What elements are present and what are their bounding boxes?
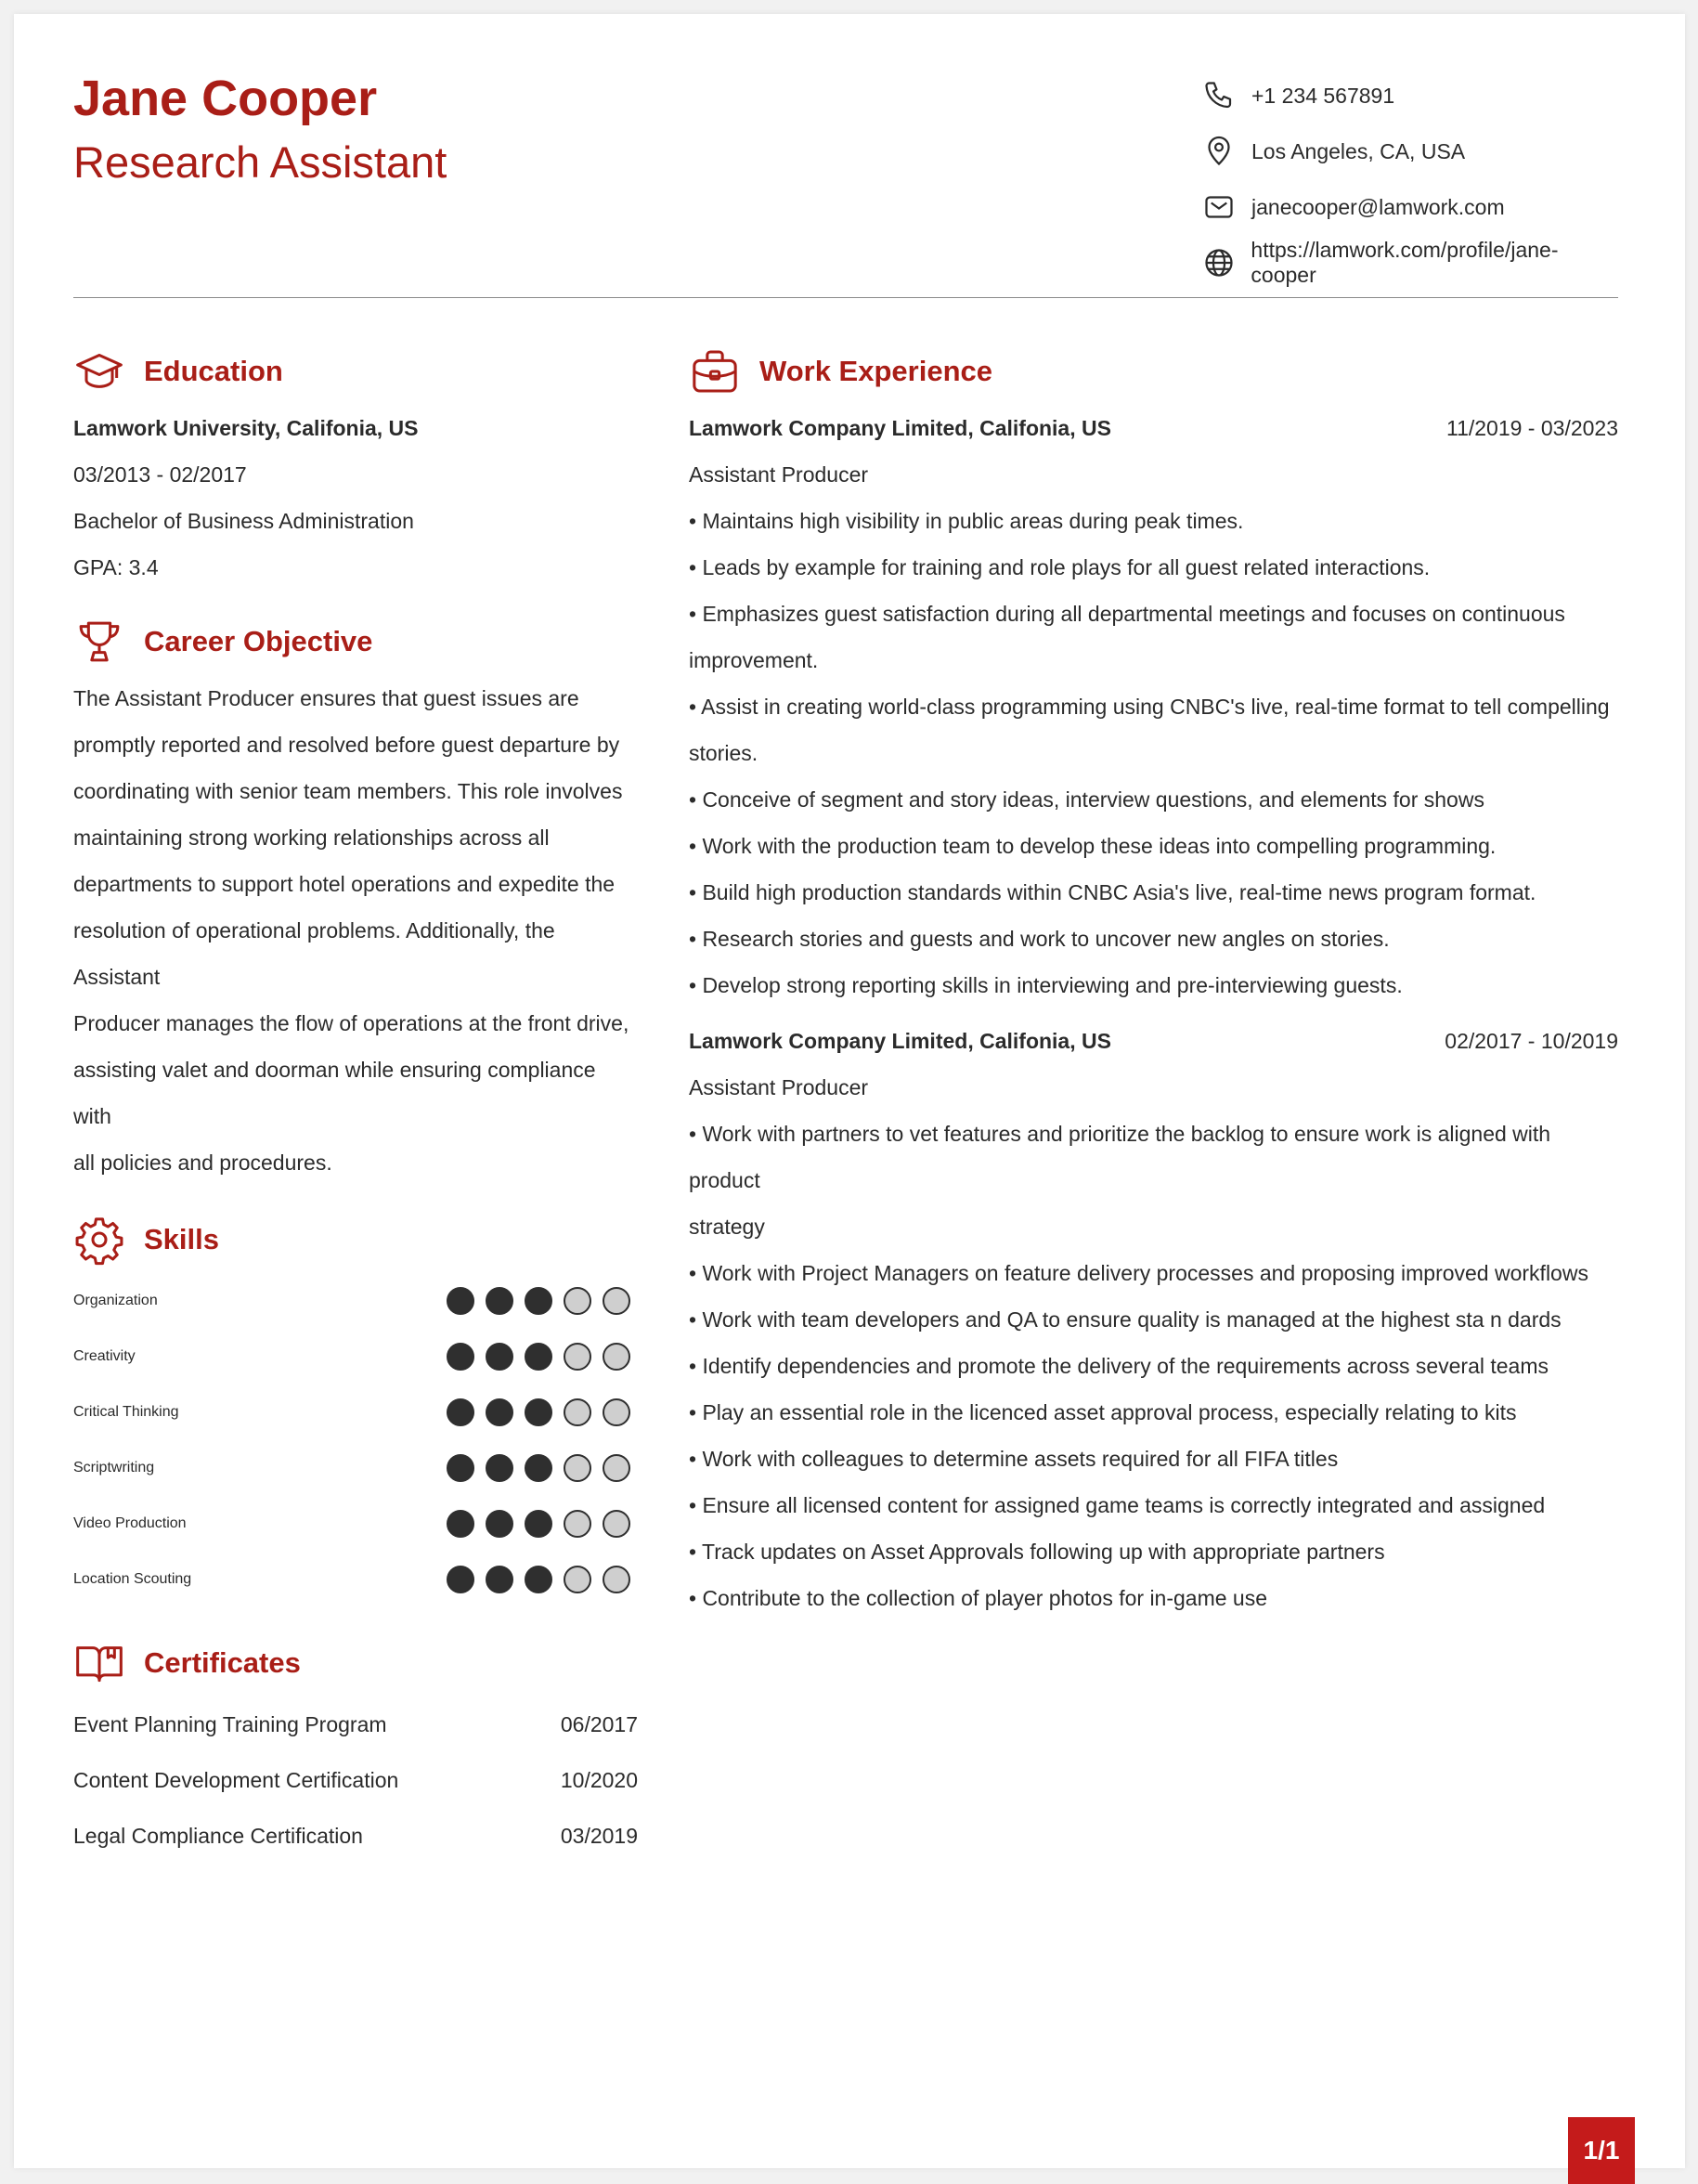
education-section	[73, 344, 649, 591]
education-gpa: GPA: 3.4	[73, 555, 159, 579]
skill-name: Critical Thinking	[73, 1404, 179, 1420]
skill-rating	[447, 1287, 630, 1315]
objective-title: Career Objective	[144, 625, 373, 657]
objective-line: maintaining strong working relationships across all	[73, 826, 550, 850]
certificate-name: Legal Compliance Certification	[73, 1823, 363, 1848]
rating-dot-empty	[603, 1566, 630, 1593]
job-position: Assistant Producer	[689, 1075, 869, 1099]
work-title: Work Experience	[759, 355, 992, 387]
job-header	[689, 1018, 1618, 1064]
job-bullet: • Maintains high visibility in public areas during peak times.	[689, 509, 1244, 533]
skill-name: Video Production	[73, 1515, 187, 1531]
certificate-name: Event Planning Training Program	[73, 1711, 387, 1736]
rating-dot-empty	[564, 1510, 591, 1538]
education-school: Lamwork University, Califonia, US	[73, 416, 419, 440]
rating-dot-filled	[525, 1454, 552, 1482]
gear-icon	[73, 1212, 129, 1268]
job-dates: 02/2017 - 10/2019	[1445, 1029, 1618, 1053]
rating-dot-filled	[486, 1343, 513, 1371]
rating-dot-filled	[525, 1343, 552, 1371]
certificate-date: 06/2017	[560, 1711, 638, 1736]
globe-icon	[1200, 244, 1237, 281]
resume-header	[73, 68, 1618, 295]
candidate-name: Jane Cooper	[73, 71, 378, 126]
certificates-title: Certificates	[144, 1646, 301, 1679]
rating-dot-empty	[564, 1343, 591, 1371]
job-bullet: • Track updates on Asset Approvals following up with appropriate partners	[689, 1540, 1385, 1564]
objective-line: resolution of operational problems. Additionally, the Assistant	[73, 918, 555, 989]
contact-website[interactable]	[1200, 235, 1618, 291]
certificate-row	[73, 1808, 638, 1864]
education-dates: 03/2013 - 02/2017	[73, 462, 247, 487]
rating-dot-filled	[525, 1510, 552, 1538]
skill-name: Creativity	[73, 1348, 136, 1364]
candidate-role: Research Assistant	[73, 137, 447, 187]
objective-line: all policies and procedures.	[73, 1150, 332, 1175]
contact-phone-text: +1 234 567891	[1251, 83, 1395, 108]
job-bullet: • Emphasizes guest satisfaction during all departmental meetings and focuses on continuous	[689, 602, 1565, 626]
skill-row	[73, 1496, 630, 1552]
objective-line: Producer manages the flow of operations at the front drive,	[73, 1011, 629, 1035]
skills-section	[73, 1212, 649, 1607]
rating-dot-empty	[564, 1454, 591, 1482]
mail-icon	[1200, 188, 1238, 226]
contact-website-link[interactable]: https://lamwork.com/profile/jane-cooper	[1251, 238, 1559, 287]
job-entry	[689, 1018, 1618, 1621]
job-bullet: • Build high production standards within CNBC Asia's live, real-time news program format.	[689, 880, 1536, 904]
education-degree: Bachelor of Business Administration	[73, 509, 414, 533]
briefcase-icon	[689, 344, 745, 399]
job-bullet: • Work with the production team to develop these ideas into compelling programming.	[689, 834, 1497, 858]
rating-dot-empty	[603, 1510, 630, 1538]
skills-title: Skills	[144, 1223, 219, 1255]
rating-dot-filled	[525, 1398, 552, 1426]
skill-row	[73, 1273, 630, 1329]
rating-dot-filled	[447, 1454, 474, 1482]
rating-dot-filled	[447, 1510, 474, 1538]
objective-paragraph	[73, 675, 630, 1186]
job-company: Lamwork Company Limited, Califonia, US	[689, 416, 1111, 440]
objective-line: assisting valet and doorman while ensuring compliance with	[73, 1058, 596, 1128]
job-bullet: • Ensure all licensed content for assigned game teams is correctly integrated and assigned	[689, 1493, 1546, 1517]
job-bullet: • Conceive of segment and story ideas, interview questions, and elements for shows	[689, 787, 1484, 812]
skill-row	[73, 1552, 630, 1607]
location-pin-icon	[1200, 133, 1238, 170]
certificates-heading	[73, 1635, 649, 1691]
skill-name: Location Scouting	[73, 1571, 192, 1587]
skill-name: Organization	[73, 1293, 158, 1308]
objective-line: promptly reported and resolved before guest departure by	[73, 733, 620, 757]
job-bullet: • Work with partners to vet features and prioritize the backlog to ensure work is aligned with product	[689, 1122, 1551, 1192]
job-bullet: • Work with colleagues to determine assets required for all FIFA titles	[689, 1447, 1339, 1471]
objective-section	[73, 614, 649, 1186]
education-heading	[73, 344, 649, 399]
skill-list	[73, 1273, 649, 1607]
rating-dot-filled	[447, 1287, 474, 1315]
job-bullet: • Contribute to the collection of player photos for in-game use	[689, 1586, 1268, 1610]
rating-dot-empty	[564, 1287, 591, 1315]
certificates-section	[73, 1635, 649, 1864]
graduation-cap-icon	[73, 344, 129, 399]
rating-dot-filled	[447, 1343, 474, 1371]
job-header	[689, 405, 1618, 451]
rating-dot-filled	[486, 1454, 513, 1482]
job-bullet: stories.	[689, 741, 758, 765]
contact-location-text: Los Angeles, CA, USA	[1251, 138, 1466, 163]
resume-page	[14, 14, 1685, 2168]
skill-row	[73, 1440, 630, 1496]
certificate-name: Content Development Certification	[73, 1767, 399, 1792]
rating-dot-filled	[447, 1398, 474, 1426]
contact-email-text[interactable]: janecooper@lamwork.com	[1251, 194, 1505, 219]
rating-dot-empty	[603, 1287, 630, 1315]
job-bullet: • Leads by example for training and role plays for all guest related interactions.	[689, 555, 1431, 579]
skill-row	[73, 1384, 630, 1440]
page-indicator[interactable]: 1/1	[1568, 2117, 1635, 2184]
job-dates: 11/2019 - 03/2023	[1445, 416, 1618, 440]
skills-heading	[73, 1212, 649, 1268]
rating-dot-filled	[525, 1287, 552, 1315]
rating-dot-empty	[603, 1454, 630, 1482]
skill-rating	[447, 1398, 630, 1426]
certificate-date: 10/2020	[560, 1767, 638, 1792]
skill-row	[73, 1329, 630, 1384]
job-position: Assistant Producer	[689, 462, 869, 487]
book-icon	[73, 1635, 129, 1691]
contact-phone	[1200, 68, 1618, 124]
job-bullet: • Develop strong reporting skills in interviewing and pre-interviewing guests.	[689, 973, 1403, 997]
rating-dot-empty	[603, 1398, 630, 1426]
rating-dot-filled	[447, 1566, 474, 1593]
certificate-date: 03/2019	[560, 1823, 638, 1848]
skill-name: Scriptwriting	[73, 1460, 155, 1476]
job-bullet: • Work with Project Managers on feature delivery processes and proposing improved workflows	[689, 1261, 1588, 1285]
objective-heading	[73, 614, 649, 670]
job-entry	[689, 405, 1618, 1008]
job-company: Lamwork Company Limited, Califonia, US	[689, 1029, 1111, 1053]
left-column	[73, 344, 649, 1864]
rating-dot-filled	[486, 1566, 513, 1593]
contact-location	[1200, 124, 1618, 179]
header-divider	[73, 297, 1618, 298]
trophy-icon	[73, 614, 129, 670]
certificate-row	[73, 1696, 638, 1752]
job-bullet: • Play an essential role in the licenced asset approval process, especially relating to kits	[689, 1400, 1517, 1424]
rating-dot-empty	[564, 1566, 591, 1593]
objective-line: coordinating with senior team members. This role involves	[73, 779, 623, 803]
contact-email[interactable]	[1200, 179, 1618, 235]
rating-dot-empty	[603, 1343, 630, 1371]
job-bullet: • Assist in creating world-class programming using CNBC's live, real-time format to tell compelling	[689, 695, 1610, 719]
rating-dot-filled	[486, 1510, 513, 1538]
right-column	[689, 344, 1618, 1621]
objective-line: departments to support hotel operations and expedite the	[73, 872, 616, 896]
rating-dot-empty	[564, 1398, 591, 1426]
work-heading	[689, 344, 1618, 399]
skill-rating	[447, 1510, 630, 1538]
contact-list	[1200, 68, 1618, 291]
education-title: Education	[144, 355, 283, 387]
certificate-row	[73, 1752, 638, 1808]
rating-dot-filled	[525, 1566, 552, 1593]
job-bullet: improvement.	[689, 648, 819, 672]
skill-rating	[447, 1454, 630, 1482]
job-bullet: • Identify dependencies and promote the delivery of the requirements across several teams	[689, 1354, 1549, 1378]
skill-rating	[447, 1343, 630, 1371]
job-bullet: strategy	[689, 1215, 765, 1239]
phone-icon	[1200, 77, 1238, 114]
skill-rating	[447, 1566, 630, 1593]
job-bullet: • Research stories and guests and work to uncover new angles on stories.	[689, 927, 1390, 951]
objective-line: The Assistant Producer ensures that guest issues are	[73, 686, 579, 710]
rating-dot-filled	[486, 1287, 513, 1315]
job-bullet: • Work with team developers and QA to ensure quality is managed at the highest sta n dards	[689, 1307, 1562, 1332]
rating-dot-filled	[486, 1398, 513, 1426]
